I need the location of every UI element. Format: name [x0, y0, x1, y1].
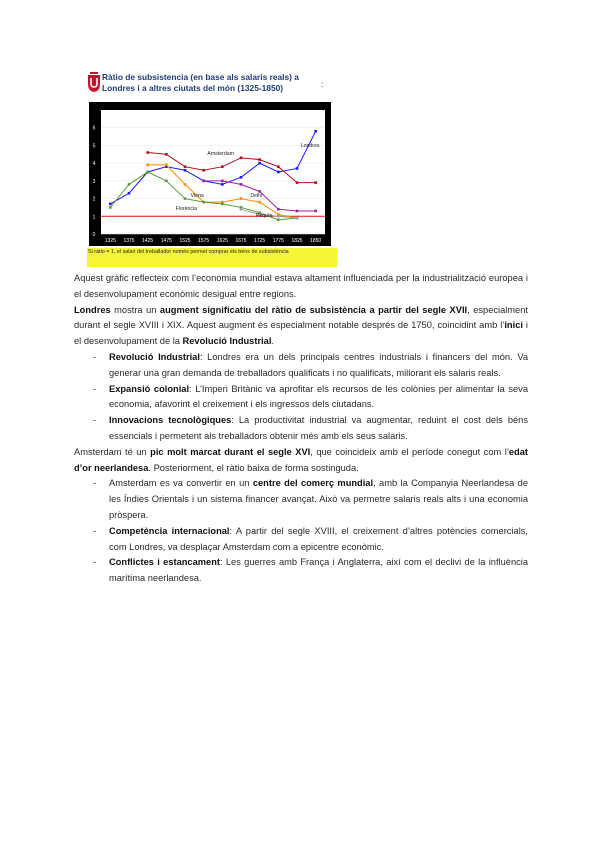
data-point: [314, 130, 317, 133]
y-tick-label: 0: [92, 232, 96, 238]
data-point: [296, 217, 299, 220]
data-point: [240, 157, 243, 160]
data-point: [165, 153, 168, 156]
amsterdam-strong-2: edat d’or neerlandesa: [74, 446, 529, 473]
list-item: [74, 382, 528, 414]
chart-plot-area: [89, 102, 331, 246]
y-tick-label: 1: [92, 214, 96, 221]
data-point: [240, 176, 243, 179]
paragraph-london: [74, 303, 528, 350]
data-point: [277, 208, 280, 211]
london-text-1: mostra un: [110, 304, 160, 315]
x-tick-label: 1575: [198, 238, 210, 244]
x-tick-label: 1850: [310, 238, 322, 244]
data-point: [146, 151, 149, 154]
list-item: [74, 524, 528, 556]
chart-title: [92, 72, 328, 94]
chart-header: [87, 68, 335, 102]
data-point: [221, 203, 224, 206]
paragraph-intro-text: Aquest gràfic reflecteix com l’economia mundial estava altament influenciada per la industrialització europea i el desenvolupament econòmic desigual entre regions.: [74, 273, 528, 299]
series-label: Amsterdam: [207, 151, 234, 158]
chart-figure: [87, 68, 335, 268]
london-text-2: , especialment durant el segle XVIII i XIX. Aquest augment és especialment notable després de 1750, coincidint amb l’: [74, 304, 528, 331]
data-point: [240, 208, 243, 211]
x-tick-label: 1775: [272, 238, 284, 244]
london-text-4: .: [271, 336, 274, 347]
data-point: [146, 164, 149, 167]
list-item: [74, 555, 528, 587]
chart-title-colon: :: [321, 80, 324, 89]
data-point: [202, 201, 205, 204]
data-point: [221, 183, 224, 186]
data-point: [240, 183, 243, 186]
list-item: [74, 476, 528, 523]
amsterdam-text-3: . Posteriorment, el ràtio baixa de forma sostinguda.: [148, 462, 359, 473]
data-point: [258, 162, 261, 165]
x-tick-label: 1625: [216, 238, 228, 244]
data-point: [109, 206, 112, 209]
data-point: [109, 203, 112, 206]
chart-svg: [89, 102, 331, 246]
x-tick-label: 1425: [142, 238, 154, 244]
x-tick-label: 1375: [123, 238, 135, 244]
x-tick-label: 1675: [235, 238, 247, 244]
london-strong-3: inici: [504, 320, 523, 331]
data-point: [221, 165, 224, 168]
data-point: [277, 215, 280, 218]
list-item-text: : Les guerres amb França i Anglaterra, així com el declivi de la influència marítima neerlandesa.: [109, 557, 528, 584]
london-strong-4: Revolució Industrial: [182, 336, 272, 347]
data-point: [277, 171, 280, 174]
list-item-text: : L’Imperi Britànic va aprofitar els recursos de les colònies per alimentar la seva economia, afavorint el creixement i els ingressos dels ciutadans.: [109, 383, 528, 410]
list-item-title: Competència internacional: [109, 525, 230, 536]
list-item-title: Innovacions tecnològiques: [109, 415, 232, 426]
document-body: [74, 271, 528, 587]
london-text-3: i el desenvolupament de la: [74, 320, 528, 347]
list-item-text: Amsterdam es va convertir en un: [109, 478, 253, 489]
chart-title-line2: Londres i a altres ciutats del món (1325-1850): [102, 83, 284, 93]
x-tick-label: 1525: [179, 238, 191, 244]
list-item-text: : La productivitat industrial va augmentar, reduint el cost dels béns essencials i permetent als treballadors obtenir més amb els seus salaris.: [109, 415, 528, 441]
x-tick-label: 1475: [160, 238, 172, 244]
london-strong-2: augment significatiu del ràtio de subsistència a partir del segle XVII: [159, 304, 468, 315]
london-list: [74, 350, 528, 445]
data-point: [184, 169, 187, 172]
data-point: [296, 167, 299, 170]
list-item: [74, 413, 528, 445]
x-tick-label: 1325: [104, 238, 116, 244]
y-tick-label: 6: [92, 125, 96, 132]
list-item-text: : Londres era un dels principals centres industrials i financers del món. Va generar una gran demanda de treballadors qualificats i no qualificats, millorant els salaris reals.: [109, 351, 528, 378]
chart-note: Si ràtio = 1, el salari del treballador només permet comprar els béns de subsistència: [87, 248, 337, 267]
y-tick-label: 3: [92, 178, 96, 185]
list-item-text: , amb la Companyia Neerlandesa de les Índies Orientals i un sistema financer avançat. Això va permetre salaris reals alts i una economia pròspera.: [109, 478, 528, 520]
data-point: [146, 171, 149, 174]
data-point: [240, 197, 243, 200]
data-point: [128, 183, 131, 186]
series-label: Viena: [190, 192, 204, 199]
plot-background: [101, 110, 325, 234]
data-point: [202, 169, 205, 172]
amsterdam-text-1: Amsterdam té un: [74, 446, 151, 457]
list-item-title: centre del comerç mundial: [252, 478, 374, 489]
data-point: [258, 158, 261, 161]
list-item-title: Conflictes i estancament: [109, 557, 220, 568]
data-point: [314, 210, 317, 213]
series-label: Pequín: [255, 213, 273, 220]
data-point: [277, 165, 280, 168]
data-point: [277, 219, 280, 222]
amsterdam-list: [74, 476, 528, 587]
data-point: [221, 180, 224, 183]
series-label: Londres: [300, 143, 320, 150]
paragraph-amsterdam: [74, 445, 528, 477]
list-item-text: : A partir del segle XVIII, el creixement d’altres potències comercials, com Londres, va desplaçar Amsterdam com a epicentre econòmic.: [109, 525, 528, 552]
y-tick-label: 2: [92, 196, 96, 203]
data-point: [184, 165, 187, 168]
y-tick-label: 4: [92, 161, 96, 168]
data-point: [202, 180, 205, 183]
amsterdam-text-2: , que coincideix amb el període conegut com l’: [310, 446, 509, 457]
data-point: [258, 201, 261, 204]
data-point: [128, 192, 131, 195]
x-tick-label: 1825: [291, 238, 303, 244]
data-point: [165, 164, 168, 167]
series-label: Florència: [175, 206, 198, 213]
paragraph-intro: [74, 271, 528, 303]
data-point: [296, 181, 299, 184]
data-point: [184, 183, 187, 186]
amsterdam-strong: pic molt marcat durant el segle XVI: [150, 446, 311, 457]
chart-title-line1: Ràtio de subsistencia (en base als salaris reals) a: [102, 72, 299, 82]
data-point: [184, 197, 187, 200]
y-tick-label: 5: [92, 143, 96, 150]
data-point: [296, 210, 299, 213]
x-tick-label: 1725: [254, 238, 266, 244]
list-item: [74, 350, 528, 382]
london-strong: Londres: [74, 304, 111, 315]
list-item-title: Revolució Industrial: [109, 351, 200, 362]
series-label: Delhi: [250, 192, 263, 199]
list-item-title: Expansió colonial: [109, 383, 190, 394]
data-point: [314, 181, 317, 184]
data-point: [165, 180, 168, 183]
